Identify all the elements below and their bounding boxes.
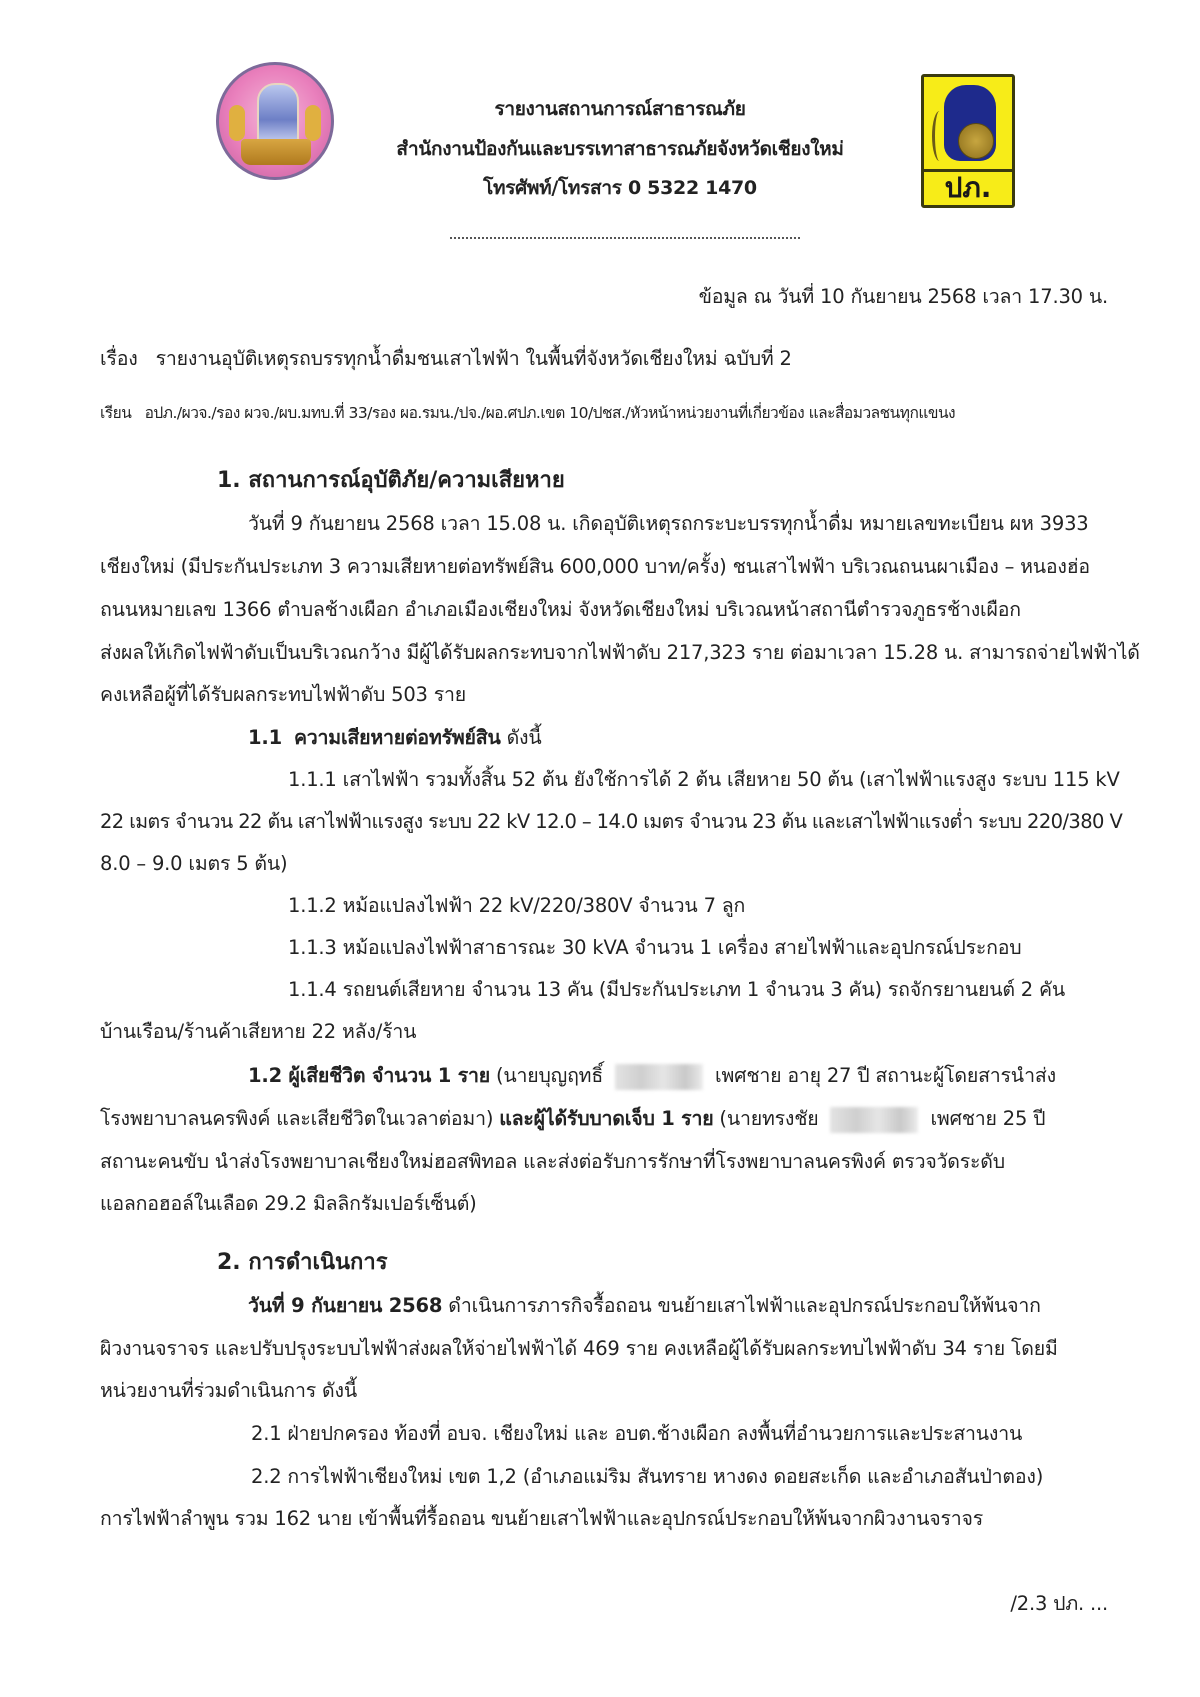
- subsection-1-2-line: แอลกอฮอล์ในเลือด 29.2 มิลลิกรัมเปอร์เซ็นต์): [100, 1192, 477, 1215]
- subject-line: [100, 343, 792, 374]
- badge-label: ปภ.: [944, 171, 992, 204]
- header-dotted-divider: [450, 237, 800, 239]
- provincial-seal-logo: [216, 62, 334, 180]
- item-1-1-4-line: 1.1.4 รถยนต์เสียหาย จำนวน 13 คัน (มีประกันประเภท 1 จำนวน 3 คัน) รถจักรยานยนต์ 2 คัน: [288, 978, 1065, 1001]
- section2-action: ดำเนินการภารกิจรื้อถอน ขนย้ายเสาไฟฟ้าและอุปกรณ์ประกอบให้พ้นจาก: [442, 1294, 1041, 1317]
- recipient-text: อปภ./ผวจ./รอง ผวจ./ผบ.มทบ.ที่ 33/รอง ผอ.รมน./ปจ./ผอ.ศปภ.เขต 10/ปชส./หัวหน้าหน่วยงานที่เกี่ยวข้อง และสื่อมวลชนทุกแขนง: [144, 404, 956, 422]
- subsection-1-2-line: [248, 1060, 1056, 1091]
- dpm-badge-logo: [921, 74, 1015, 208]
- office-phone: โทรศัพท์/โทรสาร 0 5322 1470: [483, 177, 757, 199]
- recipient-label: เรียน: [100, 404, 132, 422]
- seal-temple-icon: [257, 83, 299, 145]
- item-2-2-line: การไฟฟ้าลำพูน รวม 162 นาย เข้าพื้นที่รื้อถอน ขนย้ายเสาไฟฟ้าและอุปกรณ์ประกอบให้พ้นจากผิวงานจราจร: [100, 1507, 983, 1530]
- item-2-1: 2.1 ฝ่ายปกครอง ท้องที่ อบจ. เชียงใหม่ และ อบต.ช้างเผือก ลงพื้นที่อำนวยการและประสานงาน: [251, 1422, 1023, 1445]
- seal-ornament-right: [305, 105, 321, 141]
- data-as-of: ข้อมูล ณ วันที่ 10 กันยายน 2568 เวลา 17.30 น.: [698, 285, 1108, 308]
- section1-para-line: ถนนหมายเลข 1366 ตำบลช้างเผือก อำเภอเมืองเชียงใหม่ จังหวัดเชียงใหม่ บริเวณหน้าสถานีตำรวจภูธรช้างเผือก: [100, 598, 1021, 621]
- subject-text: รายงานอุบัติเหตุรถบรรทุกน้ำดื่มชนเสาไฟฟ้า ในพื้นที่จังหวัดเชียงใหม่ ฉบับที่ 2: [155, 347, 792, 370]
- fatality-hospital: โรงพยาบาลนครพิงค์ และเสียชีวิตในเวลาต่อมา): [100, 1107, 500, 1130]
- redacted-name: [830, 1107, 918, 1133]
- recipient-line: [100, 400, 955, 425]
- injured-label: และผู้ได้รับบาดเจ็บ 1 ราย: [499, 1107, 714, 1130]
- item-1-1-3: 1.1.3 หม้อแปลงไฟฟ้าสาธารณะ 30 kVA จำนวน 1 เครื่อง สายไฟฟ้าและอุปกรณ์ประกอบ: [288, 936, 1022, 959]
- section1-para-line: วันที่ 9 กันยายน 2568 เวลา 15.08 น. เกิดอุบัติเหตุรถกระบะบรรทุกน้ำดื่ม หมายเลขทะเบียน ผห 3933: [248, 512, 1089, 535]
- subsection-1-1-suffix: ดังนี้: [500, 726, 542, 749]
- section2-heading: 2. การดำเนินการ: [217, 1250, 388, 1275]
- item-1-1-2: 1.1.2 หม้อแปลงไฟฟ้า 22 kV/220/380V จำนวน 7 ลูก: [288, 894, 746, 917]
- subsection-1-1-number: 1.1: [248, 726, 282, 749]
- fatality-name-prefix: (นายบุญฤทธิ์: [489, 1064, 610, 1087]
- subsection-1-2-line: สถานะคนขับ นำส่งโรงพยาบาลเชียงใหม่ฮอสพิทอล และส่งต่อรับการรักษาที่โรงพยาบาลนครพิงค์ ตรวจวัดระดับ: [100, 1150, 1005, 1173]
- section2-date: วันที่ 9 กันยายน 2568: [248, 1294, 443, 1317]
- office-name: สำนักงานป้องกันและบรรเทาสาธารณภัยจังหวัดเชียงใหม่: [396, 138, 844, 160]
- item-1-1-1-line: 22 เมตร จำนวน 22 ต้น เสาไฟฟ้าแรงสูง ระบบ 22 kV 12.0 – 14.0 เมตร จำนวน 23 ต้น และเสาไฟฟ้าแรงต่ำ ระบบ 220/380 V: [100, 810, 1123, 833]
- item-1-1-1-line: 8.0 – 9.0 เมตร 5 ต้น): [100, 852, 288, 875]
- item-2-2-line: 2.2 การไฟฟ้าเชียงใหม่ เขต 1,2 (อำเภอแม่ริม สันทราย หางดง ดอยสะเก็ด และอำเภอสันป่าตอง): [251, 1465, 1044, 1488]
- report-title: รายงานสถานการณ์สาธารณภัย: [494, 98, 746, 120]
- section2-para-line: ผิวงานจราจร และปรับปรุงระบบไฟฟ้าส่งผลให้จ่ายไฟฟ้าได้ 469 ราย คงเหลือผู้ได้รับผลกระทบไฟฟ้าดับ 34 ราย โดยมี: [100, 1337, 1058, 1360]
- section1-para-line: คงเหลือผู้ที่ได้รับผลกระทบไฟฟ้าดับ 503 ราย: [100, 683, 466, 706]
- continuation-marker: /2.3 ปภ. ...: [1010, 1592, 1108, 1615]
- section1-heading: 1. สถานการณ์อุบัติภัย/ความเสียหาย: [217, 468, 565, 493]
- subject-label: เรื่อง: [100, 347, 138, 370]
- subsection-1-1-heading: [248, 722, 542, 753]
- section2-para-line: หน่วยงานที่ร่วมดำเนินการ ดังนี้: [100, 1379, 357, 1402]
- fatality-details: เพศชาย อายุ 27 ปี สถานะผู้โดยสารนำส่ง: [709, 1064, 1056, 1087]
- fatalities-label: 1.2 ผู้เสียชีวิต จำนวน 1 ราย: [248, 1064, 490, 1087]
- seal-ornament-left: [229, 105, 245, 141]
- emblem-icon: [958, 123, 994, 159]
- section1-para-line: ส่งผลให้เกิดไฟฟ้าดับเป็นบริเวณกว้าง มีผู้ได้รับผลกระทบจากไฟฟ้าดับ 217,323 ราย ต่อมาเวลา 15.28 น. สามารถจ่ายไฟฟ้าได้: [100, 641, 1140, 664]
- injured-name-prefix: (นายทรงชัย: [713, 1107, 825, 1130]
- subsection-1-2-line: [100, 1103, 1045, 1134]
- redacted-name: [615, 1064, 703, 1090]
- subsection-1-1-title: ความเสียหายต่อทรัพย์สิน: [293, 726, 501, 749]
- injured-details: เพศชาย 25 ปี: [924, 1107, 1046, 1130]
- item-1-1-1-line: 1.1.1 เสาไฟฟ้า รวมทั้งสิ้น 52 ต้น ยังใช้การได้ 2 ต้น เสียหาย 50 ต้น (เสาไฟฟ้าแรงสูง ระบบ 115 kV: [288, 768, 1120, 791]
- item-1-1-4-line: บ้านเรือน/ร้านค้าเสียหาย 22 หลัง/ร้าน: [100, 1020, 417, 1043]
- section2-para-line: [248, 1290, 1041, 1321]
- seal-base: [241, 139, 311, 165]
- section1-para-line: เชียงใหม่ (มีประกันประเภท 3 ความเสียหายต่อทรัพย์สิน 600,000 บาท/ครั้ง) ชนเสาไฟฟ้า บริเวณถนนผาเมือง – หนองฮ่อ: [100, 555, 1090, 578]
- wheat-icon: [932, 111, 947, 161]
